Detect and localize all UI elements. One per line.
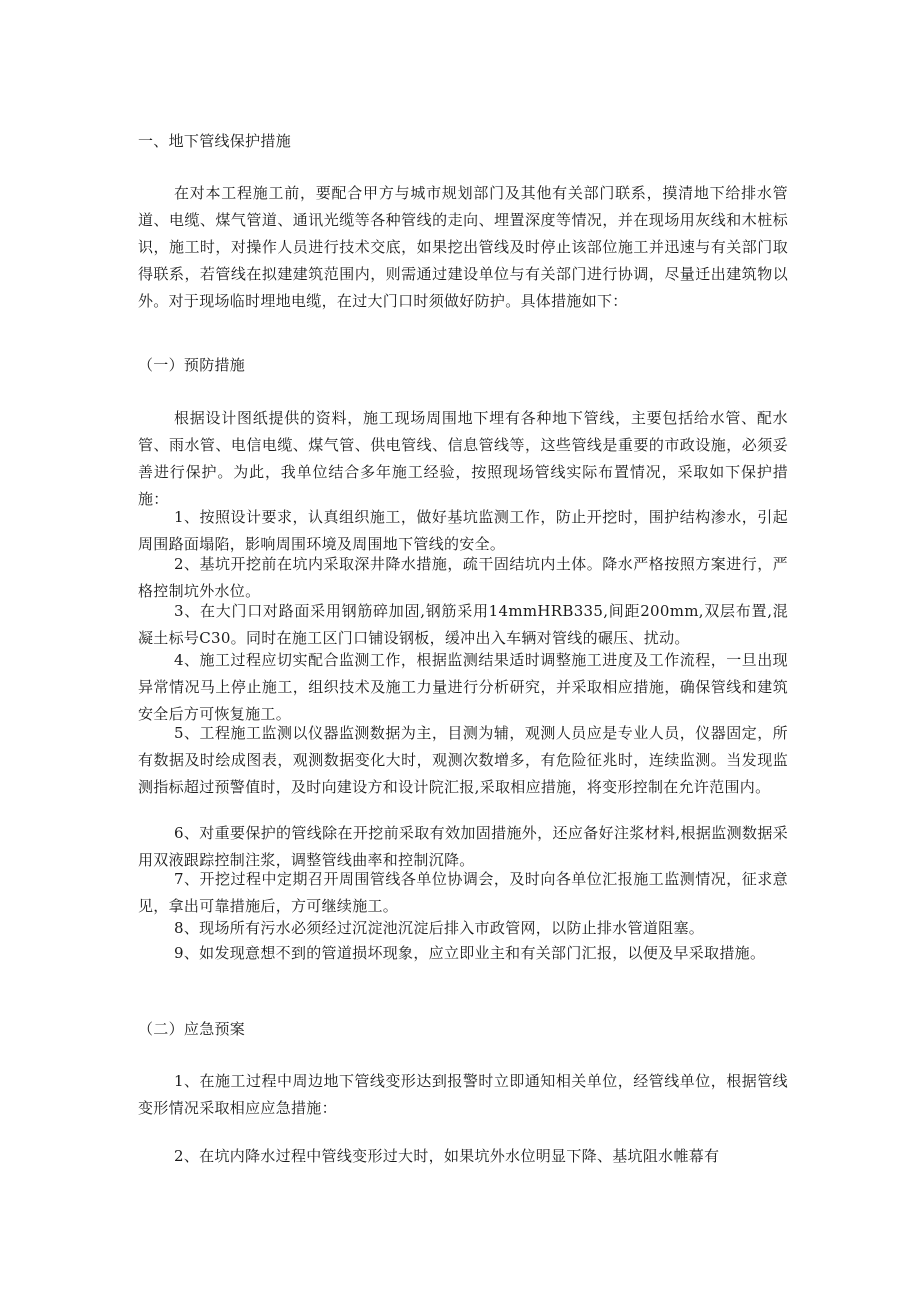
emergency-item: 2、在坑内降水过程中管线变形过大时，如果坑外水位明显下降、基坑阻水帷幕有 <box>174 1147 720 1165</box>
intro-paragraph: 在对本工程施工前，要配合甲方与城市规划部门及其他有关部门联系，摸清地下给排水管道、电缆、煤气管道、通讯光缆等各种管线的走向、埋置深度等情况，并在现场用灰线和木桩标识，施工时，对操作人员进行技术交底，如果挖出管线及时停止该部位施工并迅速与有关部门取得联系，若管线在拟建建筑范围内，则需通过建设单位与有关部门进行协调，尽量迁出建筑物以外。对于现场临时埋地电缆，在过大门口时须做好防护。具体措施如下： <box>138 184 788 310</box>
measure-item: 3、在大门口对路面采用钢筋碎加固,钢筋采用14mmHRB335,间距200mm,双层布置,混凝土标号C30。同时在施工区门口铺设钢板，缓冲出入车辆对管线的碾压、扰动。 <box>138 602 788 647</box>
section-title: 一、地下管线保护措施 <box>138 132 292 150</box>
measure-item: 9、如发现意想不到的管道损坏现象，应立即业主和有关部门汇报，以便及早采取措施。 <box>174 944 766 962</box>
measure-item: 1、按照设计要求，认真组织施工，做好基坑监测工作，防止开挖时，围护结构渗水，引起周围路面塌陷，影响周围环境及周围地下管线的安全。 <box>138 508 788 553</box>
prevention-intro-paragraph: 根据设计图纸提供的资料，施工现场周围地下埋有各种地下管线，主要包括给水管、配水管、雨水管、电信电缆、煤气管、供电管线、信息管线等，这些管线是重要的市政设施，必须妥善进行保护。为此，我单位结合多年施工经验，按照现场管线实际布置情况，采取如下保护措施： <box>138 409 788 508</box>
subsection-title-prevention: （一）预防措施 <box>138 356 246 374</box>
measure-item: 8、现场所有污水必须经过沉淀池沉淀后排入市政管网，以防止排水管道阻塞。 <box>174 919 705 937</box>
measure-item: 4、施工过程应切实配合监测工作，根据监测结果适时调整施工进度及工作流程，一旦出现异常情况马上停止施工，组织技术及施工力量进行分析研究，并采取相应措施，确保管线和建筑安全后方可恢复施工。 <box>138 651 788 723</box>
measure-item: 7、开挖过程中定期召开周围管线各单位协调会，及时向各单位汇报施工监测情况，征求意见，拿出可靠措施后，方可继续施工。 <box>138 870 788 915</box>
subsection-title-emergency: （二）应急预案 <box>138 1020 246 1038</box>
measure-item: 6、对重要保护的管线除在开挖前采取有效加固措施外，还应备好注浆材料,根据监测数据采用双液跟踪控制注浆，调整管线曲率和控制沉降。 <box>138 824 788 869</box>
measure-item: 2、基坑开挖前在坑内采取深井降水措施，疏干固结坑内土体。降水严格按照方案进行，严格控制坑外水位。 <box>138 555 788 600</box>
emergency-item: 1、在施工过程中周边地下管线变形达到报警时立即通知相关单位，经管线单位，根据管线变形情况采取相应应急措施： <box>138 1072 788 1117</box>
measure-item: 5、工程施工监测以仪器监测数据为主，目测为辅，观测人员应是专业人员，仪器固定，所有数据及时绘成图表，观测数据变化大时，观测次数增多，有危险征兆时，连续监测。当发现监测指标超过预警值时，及时向建设方和设计院汇报,采取相应措施，将变形控制在允许范围内。 <box>138 724 788 796</box>
